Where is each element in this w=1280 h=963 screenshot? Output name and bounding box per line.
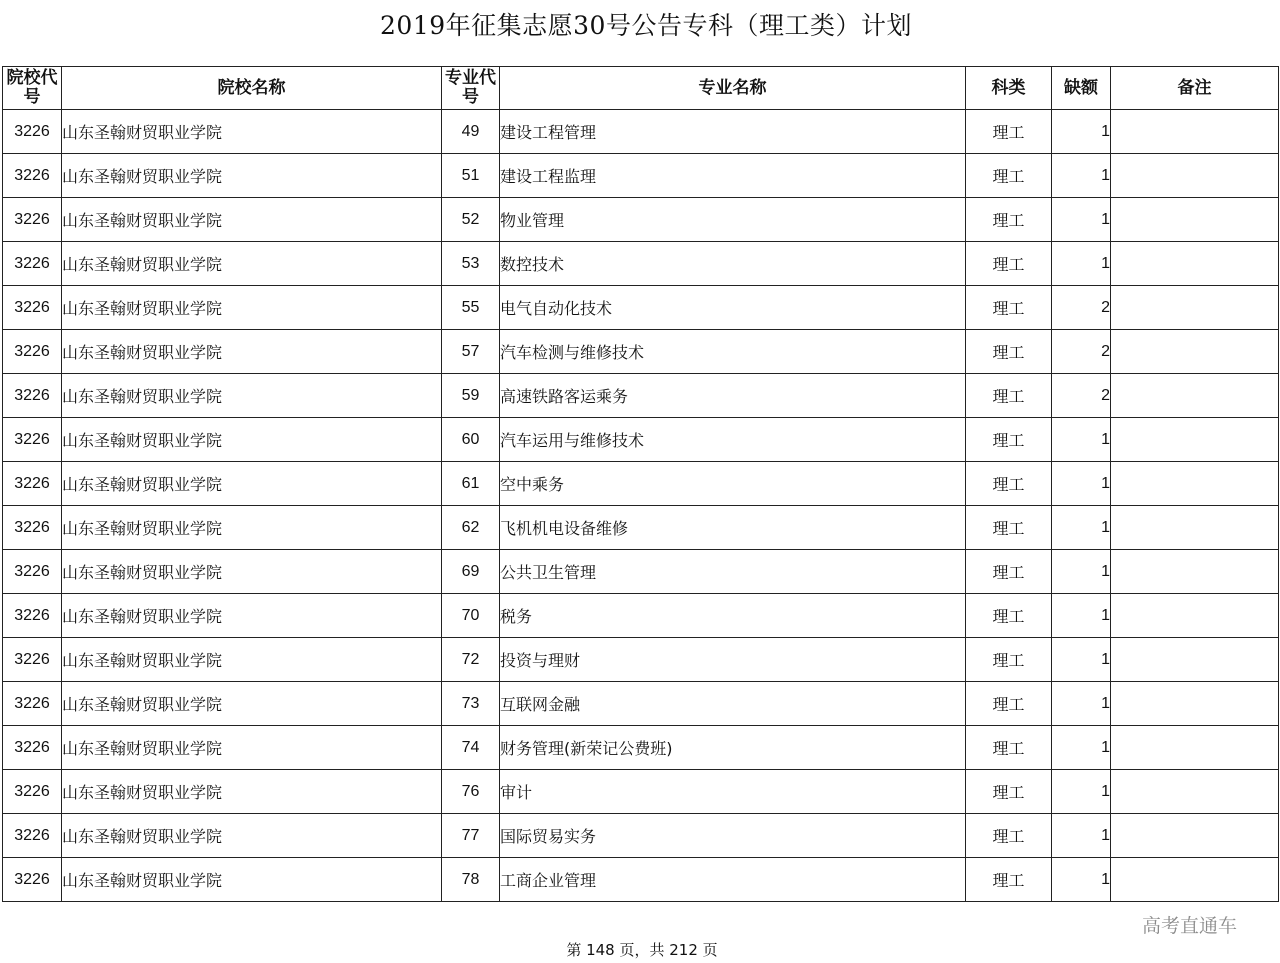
school-code-cell: 3226	[3, 462, 62, 506]
school-code-cell: 3226	[3, 110, 62, 154]
school-code-cell: 3226	[3, 286, 62, 330]
school-name-cell: 山东圣翰财贸职业学院	[62, 462, 442, 506]
remarks-cell	[1111, 198, 1279, 242]
category-cell: 理工	[966, 462, 1052, 506]
school-name-cell: 山东圣翰财贸职业学院	[62, 638, 442, 682]
header-major-code: 专业代号	[442, 67, 500, 110]
school-code-cell: 3226	[3, 638, 62, 682]
school-code-cell: 3226	[3, 770, 62, 814]
school-name-cell: 山东圣翰财贸职业学院	[62, 242, 442, 286]
category-cell: 理工	[966, 638, 1052, 682]
major-code-cell: 73	[442, 682, 500, 726]
category-cell: 理工	[966, 374, 1052, 418]
header-major-name: 专业名称	[500, 67, 966, 110]
school-name-cell: 山东圣翰财贸职业学院	[62, 374, 442, 418]
vacancy-cell: 2	[1052, 374, 1111, 418]
category-cell: 理工	[966, 198, 1052, 242]
table-row	[3, 374, 1279, 418]
page-footer: 第 148 页，共 212 页	[566, 941, 718, 959]
table-row	[3, 286, 1279, 330]
major-code-cell: 49	[442, 110, 500, 154]
vacancy-cell: 1	[1052, 462, 1111, 506]
major-name-cell: 建设工程管理	[500, 110, 966, 154]
vacancy-cell: 1	[1052, 726, 1111, 770]
category-cell: 理工	[966, 286, 1052, 330]
table-row	[3, 418, 1279, 462]
header-school-name: 院校名称	[62, 67, 442, 110]
remarks-cell	[1111, 770, 1279, 814]
school-name-cell: 山东圣翰财贸职业学院	[62, 682, 442, 726]
vacancy-cell: 1	[1052, 638, 1111, 682]
category-cell: 理工	[966, 858, 1052, 902]
category-cell: 理工	[966, 814, 1052, 858]
category-cell: 理工	[966, 330, 1052, 374]
vacancy-cell: 1	[1052, 550, 1111, 594]
school-code-cell: 3226	[3, 374, 62, 418]
watermark-text: 高考直通车	[1142, 915, 1238, 937]
category-cell: 理工	[966, 770, 1052, 814]
category-cell: 理工	[966, 594, 1052, 638]
school-name-cell: 山东圣翰财贸职业学院	[62, 726, 442, 770]
major-code-cell: 77	[442, 814, 500, 858]
major-name-cell: 工商企业管理	[500, 858, 966, 902]
vacancy-cell: 1	[1052, 198, 1111, 242]
table-row	[3, 858, 1279, 902]
major-code-cell: 72	[442, 638, 500, 682]
category-cell: 理工	[966, 506, 1052, 550]
major-code-cell: 51	[442, 154, 500, 198]
table-row	[3, 110, 1279, 154]
major-name-cell: 飞机机电设备维修	[500, 506, 966, 550]
table-row	[3, 550, 1279, 594]
major-code-cell: 60	[442, 418, 500, 462]
school-name-cell: 山东圣翰财贸职业学院	[62, 198, 442, 242]
school-code-cell: 3226	[3, 594, 62, 638]
enrollment-plan-table	[2, 66, 1279, 902]
table-row	[3, 242, 1279, 286]
remarks-cell	[1111, 418, 1279, 462]
remarks-cell	[1111, 506, 1279, 550]
table-row	[3, 814, 1279, 858]
vacancy-cell: 1	[1052, 418, 1111, 462]
school-code-cell: 3226	[3, 858, 62, 902]
school-name-cell: 山东圣翰财贸职业学院	[62, 154, 442, 198]
school-name-cell: 山东圣翰财贸职业学院	[62, 330, 442, 374]
major-code-cell: 69	[442, 550, 500, 594]
major-name-cell: 数控技术	[500, 242, 966, 286]
remarks-cell	[1111, 638, 1279, 682]
table-row	[3, 506, 1279, 550]
category-cell: 理工	[966, 550, 1052, 594]
school-code-cell: 3226	[3, 682, 62, 726]
major-name-cell: 空中乘务	[500, 462, 966, 506]
school-name-cell: 山东圣翰财贸职业学院	[62, 418, 442, 462]
major-code-cell: 62	[442, 506, 500, 550]
header-vacancy: 缺额	[1052, 67, 1111, 110]
vacancy-cell: 1	[1052, 770, 1111, 814]
vacancy-cell: 1	[1052, 242, 1111, 286]
remarks-cell	[1111, 110, 1279, 154]
school-name-cell: 山东圣翰财贸职业学院	[62, 506, 442, 550]
major-code-cell: 53	[442, 242, 500, 286]
vacancy-cell: 1	[1052, 594, 1111, 638]
major-name-cell: 建设工程监理	[500, 154, 966, 198]
school-name-cell: 山东圣翰财贸职业学院	[62, 594, 442, 638]
vacancy-cell: 1	[1052, 154, 1111, 198]
table-row	[3, 154, 1279, 198]
major-code-cell: 57	[442, 330, 500, 374]
table-row	[3, 594, 1279, 638]
table-row	[3, 462, 1279, 506]
remarks-cell	[1111, 726, 1279, 770]
table-row	[3, 682, 1279, 726]
table-row	[3, 330, 1279, 374]
table-row	[3, 198, 1279, 242]
remarks-cell	[1111, 462, 1279, 506]
table-row	[3, 770, 1279, 814]
vacancy-cell: 2	[1052, 286, 1111, 330]
remarks-cell	[1111, 242, 1279, 286]
remarks-cell	[1111, 330, 1279, 374]
remarks-cell	[1111, 374, 1279, 418]
major-code-cell: 78	[442, 858, 500, 902]
school-code-cell: 3226	[3, 418, 62, 462]
major-code-cell: 74	[442, 726, 500, 770]
school-name-cell: 山东圣翰财贸职业学院	[62, 814, 442, 858]
category-cell: 理工	[966, 242, 1052, 286]
major-name-cell: 汽车运用与维修技术	[500, 418, 966, 462]
major-name-cell: 投资与理财	[500, 638, 966, 682]
school-code-cell: 3226	[3, 814, 62, 858]
major-name-cell: 高速铁路客运乘务	[500, 374, 966, 418]
remarks-cell	[1111, 154, 1279, 198]
school-name-cell: 山东圣翰财贸职业学院	[62, 286, 442, 330]
vacancy-cell: 1	[1052, 814, 1111, 858]
category-cell: 理工	[966, 418, 1052, 462]
major-name-cell: 国际贸易实务	[500, 814, 966, 858]
major-name-cell: 公共卫生管理	[500, 550, 966, 594]
remarks-cell	[1111, 286, 1279, 330]
header-remarks: 备注	[1111, 67, 1279, 110]
school-code-cell: 3226	[3, 242, 62, 286]
major-name-cell: 税务	[500, 594, 966, 638]
remarks-cell	[1111, 682, 1279, 726]
major-name-cell: 互联网金融	[500, 682, 966, 726]
major-code-cell: 55	[442, 286, 500, 330]
category-cell: 理工	[966, 154, 1052, 198]
school-name-cell: 山东圣翰财贸职业学院	[62, 858, 442, 902]
school-code-cell: 3226	[3, 330, 62, 374]
major-code-cell: 52	[442, 198, 500, 242]
school-code-cell: 3226	[3, 154, 62, 198]
vacancy-cell: 1	[1052, 682, 1111, 726]
school-code-cell: 3226	[3, 550, 62, 594]
school-name-cell: 山东圣翰财贸职业学院	[62, 550, 442, 594]
major-code-cell: 76	[442, 770, 500, 814]
table-row	[3, 726, 1279, 770]
school-code-cell: 3226	[3, 506, 62, 550]
school-code-cell: 3226	[3, 726, 62, 770]
major-name-cell: 物业管理	[500, 198, 966, 242]
major-name-cell: 审计	[500, 770, 966, 814]
category-cell: 理工	[966, 110, 1052, 154]
header-school-code: 院校代号	[3, 67, 62, 110]
vacancy-cell: 2	[1052, 330, 1111, 374]
school-name-cell: 山东圣翰财贸职业学院	[62, 770, 442, 814]
page-title: 2019年征集志愿30号公告专科（理工类）计划	[380, 11, 912, 40]
school-code-cell: 3226	[3, 198, 62, 242]
table-row	[3, 638, 1279, 682]
header-category: 科类	[966, 67, 1052, 110]
major-code-cell: 70	[442, 594, 500, 638]
vacancy-cell: 1	[1052, 506, 1111, 550]
table-header-row	[3, 67, 1279, 110]
major-name-cell: 电气自动化技术	[500, 286, 966, 330]
major-code-cell: 61	[442, 462, 500, 506]
major-name-cell: 汽车检测与维修技术	[500, 330, 966, 374]
vacancy-cell: 1	[1052, 110, 1111, 154]
major-name-cell: 财务管理(新荣记公费班)	[500, 726, 966, 770]
category-cell: 理工	[966, 726, 1052, 770]
school-name-cell: 山东圣翰财贸职业学院	[62, 110, 442, 154]
major-code-cell: 59	[442, 374, 500, 418]
vacancy-cell: 1	[1052, 858, 1111, 902]
remarks-cell	[1111, 858, 1279, 902]
category-cell: 理工	[966, 682, 1052, 726]
remarks-cell	[1111, 594, 1279, 638]
remarks-cell	[1111, 814, 1279, 858]
remarks-cell	[1111, 550, 1279, 594]
